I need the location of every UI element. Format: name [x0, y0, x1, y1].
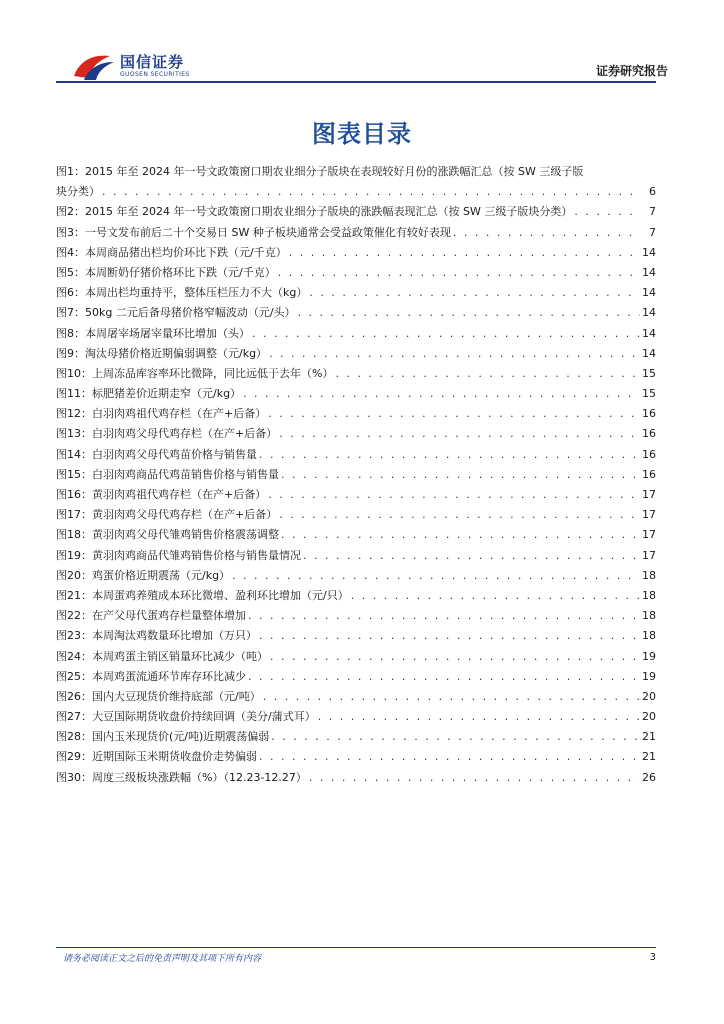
toc-entry-title: 近期国际玉米期货收盘价走势偏弱 — [92, 750, 257, 764]
guosen-logo-icon — [70, 50, 116, 82]
toc-figure-number: 图4： — [56, 245, 85, 259]
toc-leader-dots — [243, 384, 640, 404]
toc-entry[interactable] — [56, 647, 656, 667]
toc-figure-number: 图12： — [56, 407, 92, 421]
toc-leader-dots — [278, 263, 640, 283]
page-number: 3 — [649, 952, 656, 963]
toc-entry-title: 大豆国际期货收盘价持续回调（美分/蒲式耳） — [92, 710, 316, 724]
toc-entry-title: 上周冻品库容率环比微降，同比远低于去年（%） — [92, 366, 334, 380]
toc-page-number: 15 — [642, 366, 656, 380]
toc-entry-title: 白羽肉鸡父母代鸡苗价格与销售量 — [92, 447, 257, 461]
toc-entry[interactable] — [56, 727, 656, 747]
toc-leader-dots — [268, 485, 640, 505]
toc-page-number: 7 — [649, 225, 656, 239]
toc-leader-dots — [574, 202, 640, 222]
toc-entry[interactable] — [56, 667, 656, 687]
toc-figure-number: 图9： — [56, 346, 85, 360]
toc-figure-number: 图1： — [56, 165, 85, 178]
toc-leader-dots — [281, 465, 640, 485]
toc-entry[interactable] — [56, 424, 656, 444]
toc-figure-number: 图10： — [56, 366, 92, 380]
toc-entry-title: 一号文发布前后二十个交易日 SW 种子板块通常会受益政策催化有较好表现 — [85, 225, 451, 239]
toc-entry[interactable] — [56, 223, 656, 243]
toc-entry[interactable] — [56, 303, 656, 323]
toc-entry[interactable] — [56, 687, 656, 707]
logo-en-text: GUOSEN SECURITIES — [120, 71, 190, 78]
toc-entry[interactable] — [56, 707, 656, 727]
footer-disclaimer: 请务必阅读正文之后的免责声明及其项下所有内容 — [63, 954, 262, 964]
toc-page-number: 26 — [642, 770, 656, 784]
toc-page-number: 14 — [642, 326, 656, 340]
toc-entry-title: 国内大豆现货价维持底部（元/吨） — [92, 689, 261, 703]
toc-page-number: 14 — [642, 286, 656, 300]
toc-leader-dots — [259, 445, 640, 465]
toc-entry-title: 黄羽肉鸡父母代雏鸡销售价格震荡调整 — [92, 528, 279, 542]
toc-page-number: 16 — [642, 407, 656, 421]
toc-figure-number: 图24： — [56, 649, 92, 663]
toc-entry-title: 标肥猪差价近期走窄（元/kg） — [92, 387, 242, 401]
toc-page-number: 15 — [642, 387, 656, 401]
toc-figure-number: 图23： — [56, 629, 92, 643]
toc-page-number: 17 — [642, 488, 656, 502]
toc-entry-title: 本周鸡蛋流通环节库存环比减少 — [92, 669, 246, 683]
toc-figure-number: 图8： — [56, 326, 85, 340]
toc-figure-number: 图27： — [56, 710, 92, 724]
toc-entry[interactable] — [56, 768, 656, 788]
toc-figure-number: 图22： — [56, 609, 92, 623]
toc-entry-title: 本周商品猪出栏均价环比下跌（元/千克） — [85, 245, 287, 259]
toc-entry[interactable] — [56, 202, 656, 222]
toc-leader-dots — [279, 505, 640, 525]
toc-leader-dots — [270, 647, 640, 667]
toc-figure-number: 图26： — [56, 689, 92, 703]
toc-leader-dots — [453, 223, 640, 243]
toc-entry-title-part2: 块分类） — [56, 185, 100, 199]
toc-leader-dots — [268, 404, 640, 424]
toc-leader-dots — [281, 525, 640, 545]
toc-leader-dots — [318, 707, 640, 727]
toc-entry[interactable] — [56, 505, 656, 525]
toc-page-number: 18 — [642, 609, 656, 623]
toc-figure-number: 图16： — [56, 488, 92, 502]
toc-entry-title: 本周蛋鸡养殖成本环比微增、盈利环比增加（元/只） — [92, 588, 349, 602]
toc-figure-number: 图3： — [56, 225, 85, 239]
toc-page-number: 19 — [642, 649, 656, 663]
toc-entry-title: 在产父母代蛋鸡存栏量整体增加 — [92, 609, 246, 623]
header-divider — [56, 81, 656, 83]
toc-entry[interactable] — [56, 465, 656, 485]
toc-page-number: 14 — [642, 306, 656, 320]
toc-figure-number: 图6： — [56, 286, 85, 300]
toc-entry-title: 黄羽肉鸡父母代鸡存栏（在产+后备） — [92, 508, 278, 522]
report-type-label: 证券研究报告 — [595, 64, 668, 78]
toc-page-number: 17 — [642, 548, 656, 562]
guosen-logo — [70, 50, 190, 82]
toc-leader-dots — [248, 606, 640, 626]
toc-figure-number: 图11： — [56, 387, 92, 401]
toc-leader-dots — [335, 364, 640, 384]
footer-divider — [56, 947, 656, 948]
toc-leader-dots — [263, 687, 640, 707]
toc-entry[interactable] — [56, 606, 656, 626]
toc-entry[interactable] — [56, 263, 656, 283]
toc-entry[interactable] — [56, 344, 656, 364]
toc-page-number: 18 — [642, 629, 656, 643]
toc-page-number: 14 — [642, 346, 656, 360]
toc-figure-number: 图19： — [56, 548, 92, 562]
toc-figure-number: 图17： — [56, 508, 92, 522]
toc-page-number: 14 — [642, 245, 656, 259]
toc-figure-number: 图20： — [56, 568, 92, 582]
toc-leader-dots — [309, 768, 640, 788]
toc-page-number: 6 — [649, 185, 656, 199]
toc-page-number: 14 — [642, 265, 656, 279]
toc-entry[interactable] — [56, 364, 656, 384]
toc-entry[interactable] — [56, 162, 656, 202]
toc-page-number: 21 — [642, 750, 656, 764]
toc-page-number: 18 — [642, 588, 656, 602]
toc-figure-number: 图7： — [56, 306, 85, 320]
toc-page-number: 17 — [642, 508, 656, 522]
toc-page-number: 16 — [642, 427, 656, 441]
toc-entry-line1 — [56, 162, 656, 182]
toc-figure-number: 图25： — [56, 669, 92, 683]
toc-leader-dots — [303, 546, 640, 566]
toc-entry-title: 淘汰母猪价格近期偏弱调整（元/kg） — [85, 346, 268, 360]
toc-entry[interactable] — [56, 525, 656, 545]
toc-entry-title: 本周屠宰场屠宰量环比增加（头） — [85, 326, 250, 340]
toc-entry[interactable] — [56, 747, 656, 767]
logo-cn-text: 国信证券 — [120, 53, 185, 71]
toc-entry[interactable] — [56, 283, 656, 303]
toc-entry-title-part1: 2015 年至 2024 年一号文政策窗口期农业细分子版块在表现较好月份的涨跌幅汇总（按 SW 三级子版 — [85, 165, 584, 178]
toc-entry[interactable] — [56, 586, 656, 606]
toc-entry-title: 本周出栏均重持平，整体压栏压力不大（kg） — [85, 286, 308, 300]
toc-entry-title: 鸡蛋价格近期震荡（元/kg） — [92, 568, 231, 582]
toc-page-number: 17 — [642, 528, 656, 542]
toc-leader-dots — [259, 626, 640, 646]
toc-leader-dots — [271, 727, 640, 747]
toc-page-number: 20 — [642, 689, 656, 703]
toc-entry-title: 白羽肉鸡祖代鸡存栏（在产+后备） — [92, 407, 267, 421]
toc-figure-number: 图21： — [56, 588, 92, 602]
toc-page-number: 21 — [642, 730, 656, 744]
toc-figure-number: 图29： — [56, 750, 92, 764]
toc-page-number: 16 — [642, 467, 656, 481]
toc-entry[interactable] — [56, 485, 656, 505]
toc-leader-dots — [248, 667, 640, 687]
toc-entry-title: 白羽肉鸡商品代鸡苗销售价格与销售量 — [92, 467, 279, 481]
toc-leader-dots — [309, 283, 640, 303]
toc-page-number: 7 — [649, 205, 656, 219]
toc-page-number: 16 — [642, 447, 656, 461]
toc-entry[interactable] — [56, 566, 656, 586]
toc-entry[interactable] — [56, 546, 656, 566]
toc-entry-title: 50kg 二元后备母猪价格窄幅波动（元/头） — [85, 306, 296, 320]
toc-entry[interactable] — [56, 243, 656, 263]
toc-leader-dots — [232, 566, 640, 586]
toc-entry-title: 本周淘汰鸡数量环比增加（万只） — [92, 629, 257, 643]
toc-entry-title: 黄羽肉鸡祖代鸡存栏（在产+后备） — [92, 488, 267, 502]
toc-leader-dots — [102, 182, 640, 202]
toc-entry[interactable] — [56, 324, 656, 344]
toc-entry[interactable] — [56, 626, 656, 646]
toc-entry-title: 白羽肉鸡父母代鸡存栏（在产+后备） — [92, 427, 278, 441]
toc-entry-title: 国内玉米现货价(元/吨)近期震荡偏弱 — [92, 730, 270, 744]
toc-leader-dots — [252, 324, 640, 344]
toc-entry-title: 本周断奶仔猪价格环比下跌（元/千克） — [85, 265, 276, 279]
toc-figure-number: 图15： — [56, 467, 92, 481]
toc-page-number: 19 — [642, 669, 656, 683]
toc-entry-title: 黄羽肉鸡商品代雏鸡销售价格与销售量情况 — [92, 548, 301, 562]
page-title: 图表目录 — [312, 120, 412, 148]
toc-leader-dots — [269, 344, 640, 364]
toc-leader-dots — [351, 586, 640, 606]
toc-leader-dots — [289, 243, 640, 263]
toc-figure-number: 图30： — [56, 770, 92, 784]
toc-figure-number: 图14： — [56, 447, 92, 461]
figure-toc — [56, 162, 656, 788]
toc-page-number: 18 — [642, 568, 656, 582]
toc-figure-number: 图28： — [56, 730, 92, 744]
toc-figure-number: 图13： — [56, 427, 92, 441]
toc-entry[interactable] — [56, 384, 656, 404]
toc-leader-dots — [279, 424, 640, 444]
toc-figure-number: 图2： — [56, 205, 85, 219]
toc-page-number: 20 — [642, 710, 656, 724]
toc-leader-dots — [259, 747, 640, 767]
toc-entry-title: 本周鸡蛋主销区销量环比减少（吨） — [92, 649, 268, 663]
toc-leader-dots — [298, 303, 640, 323]
toc-figure-number: 图5： — [56, 265, 85, 279]
toc-entry-title: 周度三级板块涨跌幅（%）（12.23-12.27） — [92, 770, 307, 784]
toc-entry-title: 2015 年至 2024 年一号文政策窗口期农业细分子版块的涨跌幅表现汇总（按 SW 三级子版块分类） — [85, 205, 573, 219]
toc-entry[interactable] — [56, 404, 656, 424]
toc-figure-number: 图18： — [56, 528, 92, 542]
toc-entry[interactable] — [56, 445, 656, 465]
